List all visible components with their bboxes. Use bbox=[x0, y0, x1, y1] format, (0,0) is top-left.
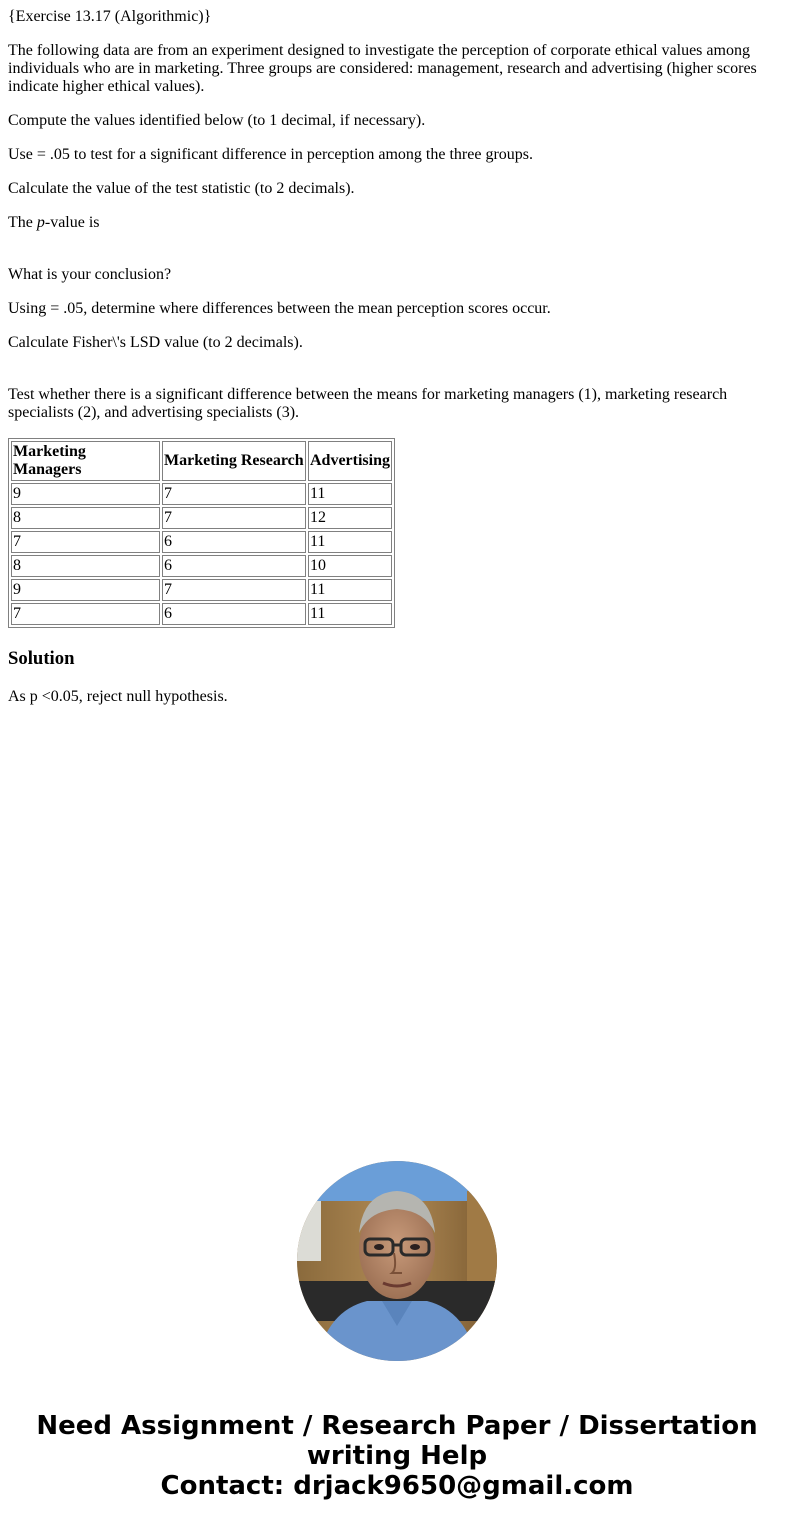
table-cell: 6 bbox=[162, 531, 306, 553]
table-cell: 7 bbox=[11, 531, 160, 553]
header-advertising: Advertising bbox=[308, 441, 392, 481]
test-statistic-prompt: Calculate the value of the test statistic (to 2 decimals). bbox=[8, 180, 355, 197]
table-cell: 8 bbox=[11, 555, 160, 577]
table-cell: 11 bbox=[308, 531, 392, 553]
table-row bbox=[11, 555, 392, 577]
lsd-prompt: Calculate Fisher\'s LSD value (to 2 decimals). bbox=[8, 334, 303, 351]
table-row bbox=[11, 483, 392, 505]
header-marketing-research: Marketing Research bbox=[162, 441, 306, 481]
differences-instruction: Using = .05, determine where differences between the mean perception scores occur. bbox=[8, 300, 551, 317]
pvalue-suffix: -value is bbox=[44, 214, 100, 231]
banner-line-1: Need Assignment / Research Paper / Dissertation bbox=[36, 1411, 758, 1441]
intro-paragraph: The following data are from an experiment designed to investigate the perception of corporate ethical values among individuals who are in marketing. Three groups are considered: management, research and advertising (higher scores indicate higher ethical values). bbox=[8, 42, 757, 95]
compute-instruction: Compute the values identified below (to 1 decimal, if necessary). bbox=[8, 112, 426, 129]
conclusion-prompt: What is your conclusion? bbox=[8, 266, 172, 283]
table-cell: 11 bbox=[308, 483, 392, 505]
table-row bbox=[11, 603, 392, 625]
pvalue-prompt bbox=[8, 214, 786, 232]
table-cell: 6 bbox=[162, 603, 306, 625]
table-cell: 7 bbox=[162, 483, 306, 505]
table-cell: 7 bbox=[162, 507, 306, 529]
table-cell: 9 bbox=[11, 483, 160, 505]
exercise-header: {Exercise 13.17 (Algorithmic)} bbox=[8, 8, 212, 25]
data-table bbox=[8, 438, 395, 628]
author-photo bbox=[297, 1161, 497, 1361]
banner-line-2: writing Help bbox=[306, 1441, 488, 1471]
document-body bbox=[0, 8, 794, 706]
contact-banner bbox=[0, 1411, 794, 1501]
solution-heading: Solution bbox=[8, 648, 75, 669]
banner-contact-line: Contact: drjack9650@gmail.com bbox=[160, 1471, 634, 1501]
pvalue-prefix: The bbox=[8, 214, 37, 231]
table-cell: 11 bbox=[308, 603, 392, 625]
header-marketing-managers: Marketing Managers bbox=[11, 441, 160, 481]
table-header-row bbox=[11, 441, 392, 481]
portrait-image bbox=[297, 1161, 497, 1361]
table-cell: 9 bbox=[11, 579, 160, 601]
alpha-test-instruction: Use = .05 to test for a significant difference in perception among the three groups. bbox=[8, 146, 534, 163]
table-cell: 8 bbox=[11, 507, 160, 529]
table-cell: 6 bbox=[162, 555, 306, 577]
table-cell: 7 bbox=[11, 603, 160, 625]
table-row bbox=[11, 579, 392, 601]
table-row bbox=[11, 531, 392, 553]
table-row bbox=[11, 507, 392, 529]
solution-text: As p <0.05, reject null hypothesis. bbox=[8, 688, 228, 705]
table-cell: 7 bbox=[162, 579, 306, 601]
test-whether-paragraph: Test whether there is a significant difference between the means for marketing managers (1), marketing research specialists (2), and advertising specialists (3). bbox=[8, 386, 728, 421]
table-cell: 11 bbox=[308, 579, 392, 601]
table-cell: 12 bbox=[308, 507, 392, 529]
table-cell: 10 bbox=[308, 555, 392, 577]
pvalue-italic-p: p bbox=[36, 214, 45, 231]
